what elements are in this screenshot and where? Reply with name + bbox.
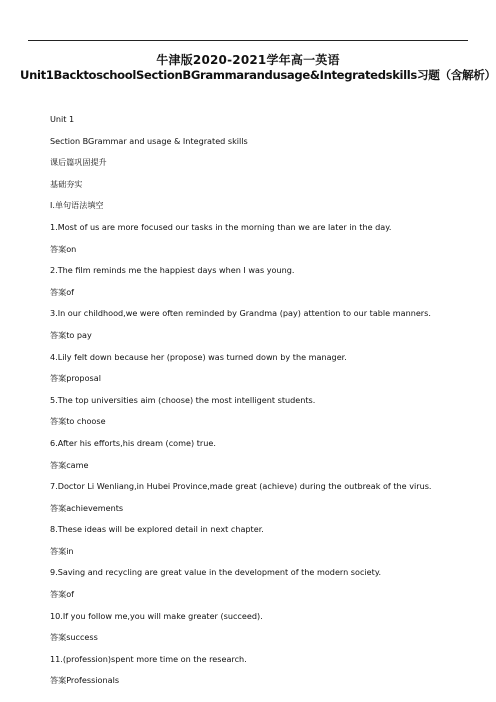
- answer-line: 答案came: [50, 459, 89, 470]
- document-title-line1: 牛津版2020-2021学年高一英语: [156, 53, 340, 67]
- answer-line: 答案success: [50, 632, 98, 643]
- answer-line: 答案achievements: [50, 502, 124, 513]
- question-line: 4.Lily felt down because her (propose) was turned down by the manager.: [50, 351, 347, 362]
- subheading: 课后篇巩固提升: [50, 157, 107, 168]
- answer-line: 答案Professionals: [50, 675, 120, 686]
- question-line: 6.After his efforts,his dream (come) true.: [50, 437, 216, 448]
- unit-heading: Unit 1: [50, 114, 75, 124]
- question-line: 8.These ideas will be explored detail in next chapter.: [50, 524, 264, 535]
- answer-line: 答案of: [50, 286, 74, 297]
- question-line: 10.If you follow me,you will make greater (succeed).: [50, 610, 263, 621]
- answer-line: 答案to pay: [50, 329, 92, 340]
- top-rule: [28, 40, 468, 41]
- answer-line: 答案proposal: [50, 373, 101, 384]
- answer-line: 答案on: [50, 243, 77, 254]
- exercise-heading: Ⅰ.单句语法填空: [50, 200, 104, 211]
- question-line: 1.Most of us are more focused our tasks in the morning than we are later in the day.: [50, 221, 392, 232]
- question-line: 7.Doctor Li Wenliang,in Hubei Province,made great (achieve) during the outbreak of the virus.: [50, 481, 432, 492]
- document-body: [50, 113, 470, 696]
- question-line: 11.(profession)spent more time on the research.: [50, 653, 247, 664]
- answer-line: 答案of: [50, 589, 74, 600]
- answer-line: 答案in: [50, 545, 74, 556]
- section-heading: Section BGrammar and usage & Integrated skills: [50, 135, 248, 146]
- document-title-line2: Unit1BacktoschoolSectionBGrammarandusage&Integratedskills习题（含解析）: [20, 68, 496, 82]
- question-line: 2.The film reminds me the happiest days when I was young.: [50, 265, 295, 276]
- question-line: 5.The top universities aim (choose) the most intelligent students.: [50, 394, 316, 405]
- answer-line: 答案to choose: [50, 416, 106, 427]
- subheading: 基础夯实: [50, 178, 83, 189]
- question-line: 3.In our childhood,we were often reminded by Grandma (pay) attention to our table manners.: [50, 308, 431, 319]
- question-line: 9.Saving and recycling are great value in the development of the modern society.: [50, 567, 382, 578]
